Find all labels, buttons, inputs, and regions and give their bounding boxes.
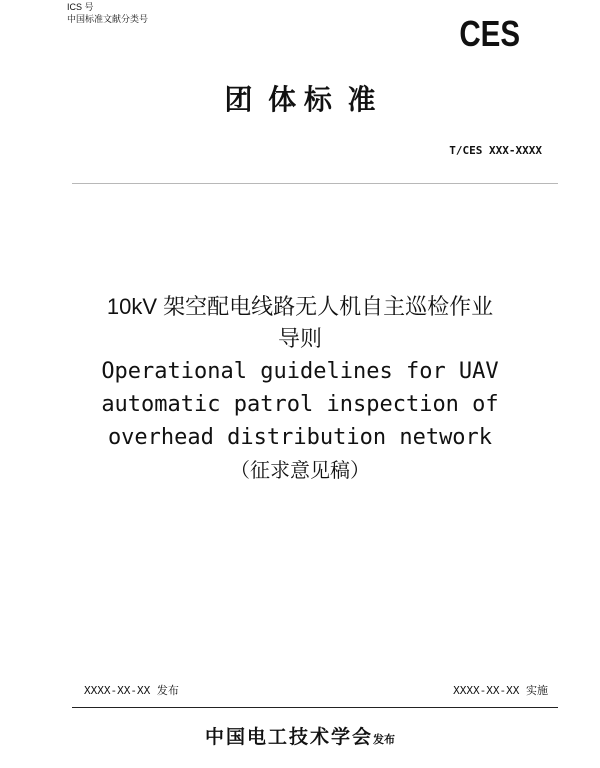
title-cn-line1: 10kV 架空配电线路无人机自主巡检作业 xyxy=(106,294,494,319)
ics-number: ICS 号 xyxy=(67,2,94,12)
footer-divider xyxy=(72,707,558,708)
issue-date: XXXX-XX-XX 发布 xyxy=(84,684,179,697)
publisher-line xyxy=(0,722,600,749)
title-en-line2: automatic patrol inspection of xyxy=(101,392,499,417)
title-en-line3: overhead distribution network xyxy=(107,425,493,450)
implementation-date: XXXX-XX-XX 实施 xyxy=(453,684,548,697)
draft-status: （征求意见稿） xyxy=(230,460,370,482)
standard-number: T/CES XXX-XXXX xyxy=(449,144,542,157)
ces-logo-text: CES xyxy=(459,13,520,54)
publisher-name: 中国电工技术学会 xyxy=(204,727,373,748)
title-cn-line2: 导则 xyxy=(277,326,322,351)
chinese-library-classification: 中国标准文献分类号 xyxy=(67,14,149,24)
title-en-line1: Operational guidelines for UAV xyxy=(101,359,499,384)
document-title xyxy=(40,291,560,488)
header-divider xyxy=(72,183,558,184)
standard-type-heading: 团 体 标 准 xyxy=(224,84,376,115)
publisher-suffix: 发布 xyxy=(373,734,395,746)
